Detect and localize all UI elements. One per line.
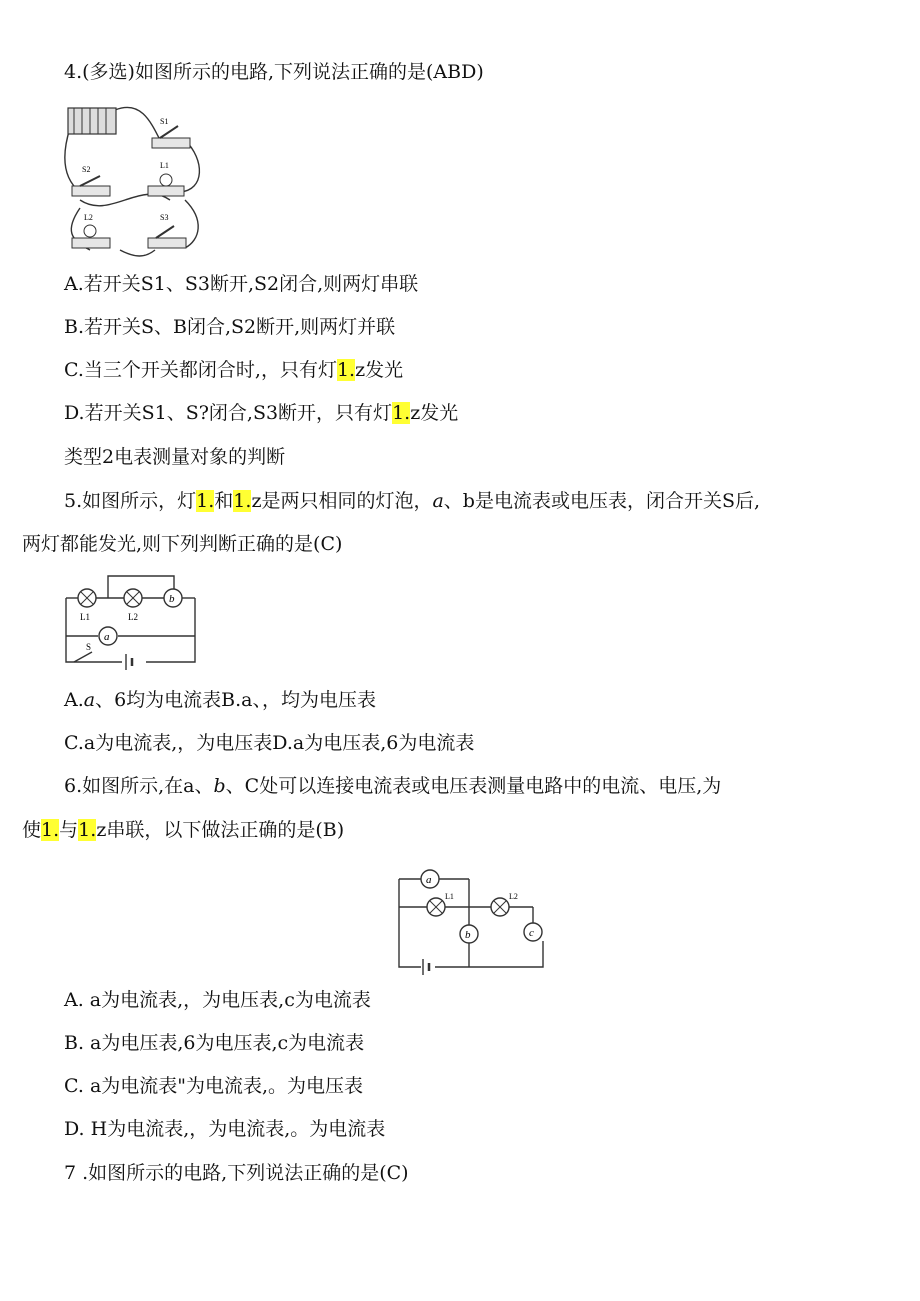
q5-option-text: 、6均为电流表B.a、，均为电压表	[95, 689, 377, 711]
q6-stem-line1	[64, 772, 721, 800]
meter-c	[524, 923, 542, 941]
q6-option-c: C. a为电流表"为电流表,。为电压表	[64, 1075, 364, 1097]
q5-option-text: A.	[64, 689, 84, 711]
svg-text:c: c	[529, 927, 534, 939]
battery	[423, 959, 429, 975]
q6-option-a: A. a为电流表,，为电压表,c为电流表	[64, 989, 371, 1011]
switch-s3	[148, 213, 186, 248]
q6-stem-text: 6.如图所示,在a、	[64, 775, 214, 797]
highlight-mark: 1.	[336, 359, 356, 381]
q4-stem: 4.(多选)如图所示的电路,下列说法正确的是(ABD)	[64, 61, 484, 83]
q6-option-b: B. a为电压表,6为电压表,c为电流表	[64, 1032, 365, 1054]
meter-a	[421, 870, 439, 888]
q5-stem-line1	[64, 487, 760, 515]
highlight-mark: 1.	[78, 819, 97, 841]
svg-text:L2: L2	[128, 612, 138, 622]
meter-b	[460, 925, 478, 943]
svg-text:a: a	[426, 874, 432, 886]
svg-text:b: b	[465, 929, 471, 941]
q6-stem-line2	[22, 816, 344, 844]
q6-stem-text: 与	[59, 819, 79, 841]
svg-text:L1: L1	[80, 612, 90, 622]
svg-text:S2: S2	[82, 165, 91, 174]
svg-text:L1: L1	[445, 892, 454, 901]
q5-stem-italic: a	[432, 490, 444, 512]
section-title: 类型2电表测量对象的判断	[64, 446, 286, 468]
switch-s2	[72, 165, 110, 196]
q5-stem-text: 、b是电流表或电压表，闭合开关S后,	[443, 490, 761, 512]
lamp-l2	[72, 213, 110, 248]
lamp-l2	[124, 589, 142, 622]
battery	[126, 654, 132, 670]
meter-b	[164, 589, 182, 607]
battery-pack	[68, 108, 116, 134]
q4-option-d	[64, 399, 458, 427]
q6-stem-text: 、C处可以连接电流表或电压表测量电路中的电流、电压,为	[225, 775, 722, 797]
q5-stem-text: z是两只相同的灯泡，	[251, 490, 433, 512]
svg-text:S3: S3	[160, 213, 169, 222]
q5-stem-text: 和	[214, 490, 234, 512]
svg-text:L2: L2	[84, 213, 93, 222]
q6-stem-text: 使	[22, 819, 42, 841]
svg-text:S: S	[86, 642, 92, 652]
q5-option-ab	[64, 686, 376, 714]
highlight-mark: 1.	[392, 402, 411, 424]
highlight-mark: 1.	[233, 490, 252, 512]
svg-text:L2: L2	[509, 892, 518, 901]
highlight-mark: 1.	[196, 490, 215, 512]
lamp-l1	[148, 161, 184, 196]
lamp-l1	[427, 892, 454, 916]
svg-text:S1: S1	[160, 117, 169, 126]
q5-option-italic: a	[83, 689, 96, 711]
q5-stem-text: 5.如图所示，灯	[64, 490, 197, 512]
lamp-l1	[78, 589, 96, 622]
q7-stem: 7 .如图所示的电路,下列说法正确的是(C)	[64, 1162, 409, 1184]
switch-s	[74, 642, 92, 662]
q4-option-c-text: C.当三个开关都闭合时,，只有灯	[64, 359, 337, 381]
svg-text:a: a	[104, 631, 110, 643]
q5-circuit-figure	[60, 570, 205, 670]
switch-s1	[152, 117, 190, 148]
q6-circuit-figure	[395, 865, 550, 975]
q6-stem-italic: b	[213, 775, 226, 797]
q4-option-b: B.若开关S、B闭合,S2断开,则两灯并联	[64, 316, 396, 338]
q4-option-a: A.若开关S1、S3断开,S2闭合,则两灯串联	[64, 273, 419, 295]
lamp-l2	[491, 892, 518, 916]
q4-circuit-figure	[60, 100, 210, 260]
q5-option-cd: C.a为电流表,，为电压表D.a为电压表,6为电流表	[64, 732, 475, 754]
svg-text:b: b	[169, 593, 175, 605]
q5-stem-line2: 两灯都能发光,则下列判断正确的是(C)	[22, 533, 343, 555]
svg-text:L1: L1	[160, 161, 169, 170]
q6-option-d: D. H为电流表,，为电流表,。为电流表	[64, 1118, 386, 1140]
meter-a	[99, 627, 117, 645]
q4-option-c-tail: z发光	[355, 359, 404, 381]
q4-option-d-tail: z发光	[410, 402, 459, 424]
q6-stem-text: z串联，以下做法正确的是(B)	[96, 819, 345, 841]
q4-option-d-text: D.若开关S1、S?闭合,S3断开，只有灯	[64, 402, 393, 424]
q4-option-c	[64, 356, 403, 384]
highlight-mark: 1.	[41, 819, 60, 841]
